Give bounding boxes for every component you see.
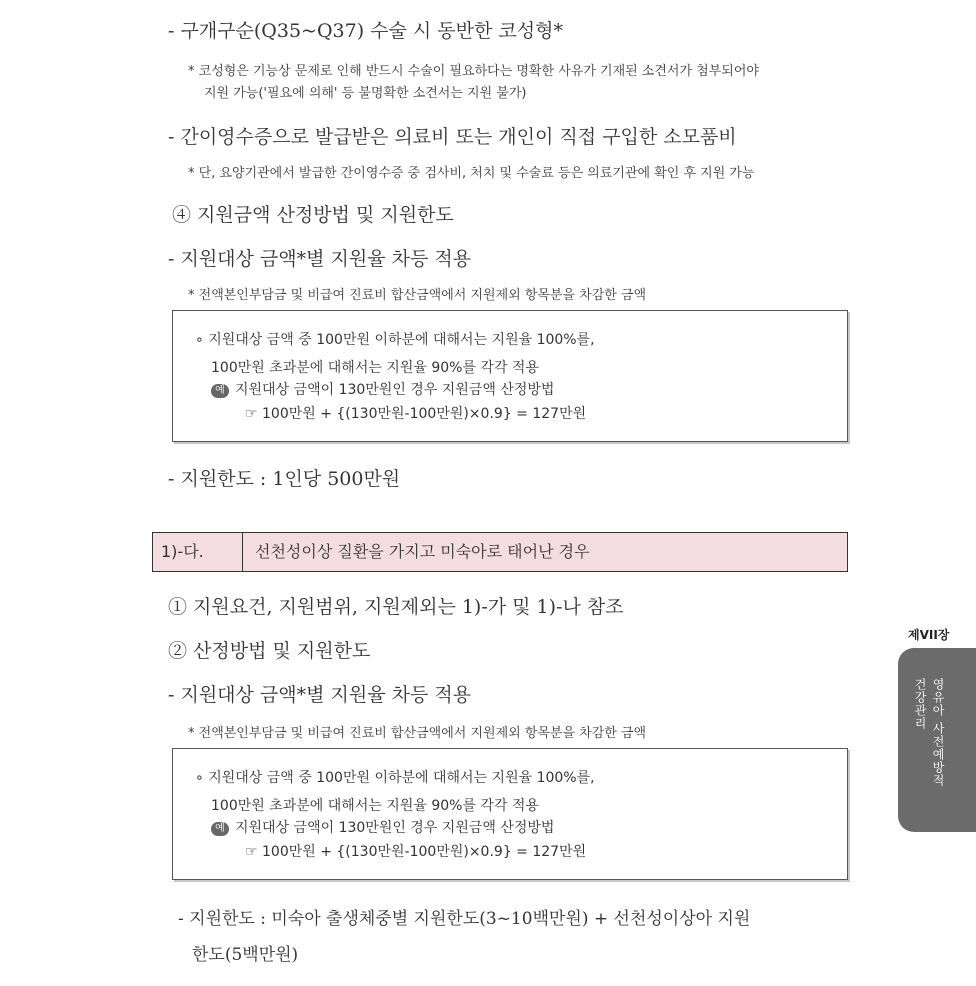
side-tab-text-2: 건강관리 bbox=[913, 678, 927, 730]
example-box-1 bbox=[172, 310, 848, 442]
side-tab-text-1: 영유아 사전예방적 bbox=[931, 678, 945, 787]
bullet-rate-tiers: - 지원대상 금액*별 지원율 차등 적용 bbox=[168, 248, 472, 270]
note-rate-tiers: * 전액본인부담금 및 비급여 진료비 합산금액에서 지원제외 항목분을 차감한 금액 bbox=[188, 288, 647, 303]
note-nose-surgery-2: 지원 가능('필요에 의해' 등 불명확한 소견서는 지원 불가) bbox=[204, 86, 527, 101]
note-simple-receipt: * 단, 요양기관에서 발급한 간이영수증 중 검사비, 처치 및 수술료 등은 의료기관에 확인 후 지원 가능 bbox=[188, 166, 755, 181]
box2-line-3: 지원대상 금액이 130만원인 경우 지원금액 산정방법 bbox=[235, 820, 555, 836]
note-rate-tiers-2: * 전액본인부담금 및 비급여 진료비 합산금액에서 지원제외 항목분을 차감한 금액 bbox=[188, 726, 647, 741]
box2-line-2: 100만원 초과분에 대해서는 지원율 90%를 각각 적용 bbox=[211, 798, 539, 814]
bullet-simple-receipt: - 간이영수증으로 발급받은 의료비 또는 개인이 직접 구입한 소모품비 bbox=[168, 126, 737, 148]
item-4-heading: ④ 지원금액 산정방법 및 지원한도 bbox=[172, 204, 454, 226]
item-1-requirements: ① 지원요건, 지원범위, 지원제외는 1)-가 및 1)-나 참조 bbox=[168, 596, 624, 618]
chapter-side-tab[interactable] bbox=[898, 648, 976, 832]
box1-line-4: ☞ 100만원 + {(130만원-100만원)×0.9} = 127만원 bbox=[245, 406, 587, 422]
box1-line-2: 100만원 초과분에 대해서는 지원율 90%를 각각 적용 bbox=[211, 360, 539, 376]
limit-premature-1: - 지원한도 : 미숙아 출생체중별 지원한도(3~10백만원) + 선천성이상아 지원 bbox=[178, 909, 751, 929]
bullet-rate-tiers-2: - 지원대상 금액*별 지원율 차등 적용 bbox=[168, 684, 472, 706]
bullet-nose-surgery: - 구개구순(Q35~Q37) 수술 시 동반한 코성형* bbox=[168, 20, 563, 42]
chapter-label: 제VII장 bbox=[908, 628, 950, 642]
section-header bbox=[152, 532, 848, 572]
note-nose-surgery-1: * 코성형은 기능상 문제로 인해 반드시 수술이 필요하다는 명확한 사유가 기재된 소견서가 첨부되어야 bbox=[188, 64, 759, 79]
box1-example-line bbox=[211, 379, 554, 399]
example-badge: 예 bbox=[211, 384, 229, 398]
example-badge: 예 bbox=[211, 822, 229, 836]
limit-premature-2: 한도(5백만원) bbox=[192, 945, 299, 965]
section-number: 1)-다. bbox=[153, 533, 243, 571]
box2-example-line bbox=[211, 817, 554, 837]
limit-per-person: - 지원한도 : 1인당 500만원 bbox=[168, 468, 401, 490]
item-2-calculation: ② 산정방법 및 지원한도 bbox=[168, 640, 371, 662]
box2-line-1: ∘ 지원대상 금액 중 100만원 이하분에 대해서는 지원율 100%를, bbox=[195, 770, 595, 786]
box2-line-4: ☞ 100만원 + {(130만원-100만원)×0.9} = 127만원 bbox=[245, 844, 587, 860]
box1-line-3: 지원대상 금액이 130만원인 경우 지원금액 산정방법 bbox=[235, 382, 555, 398]
example-box-2 bbox=[172, 748, 848, 880]
section-title: 선천성이상 질환을 가지고 미숙아로 태어난 경우 bbox=[255, 542, 590, 561]
box1-line-1: ∘ 지원대상 금액 중 100만원 이하분에 대해서는 지원율 100%를, bbox=[195, 332, 595, 348]
